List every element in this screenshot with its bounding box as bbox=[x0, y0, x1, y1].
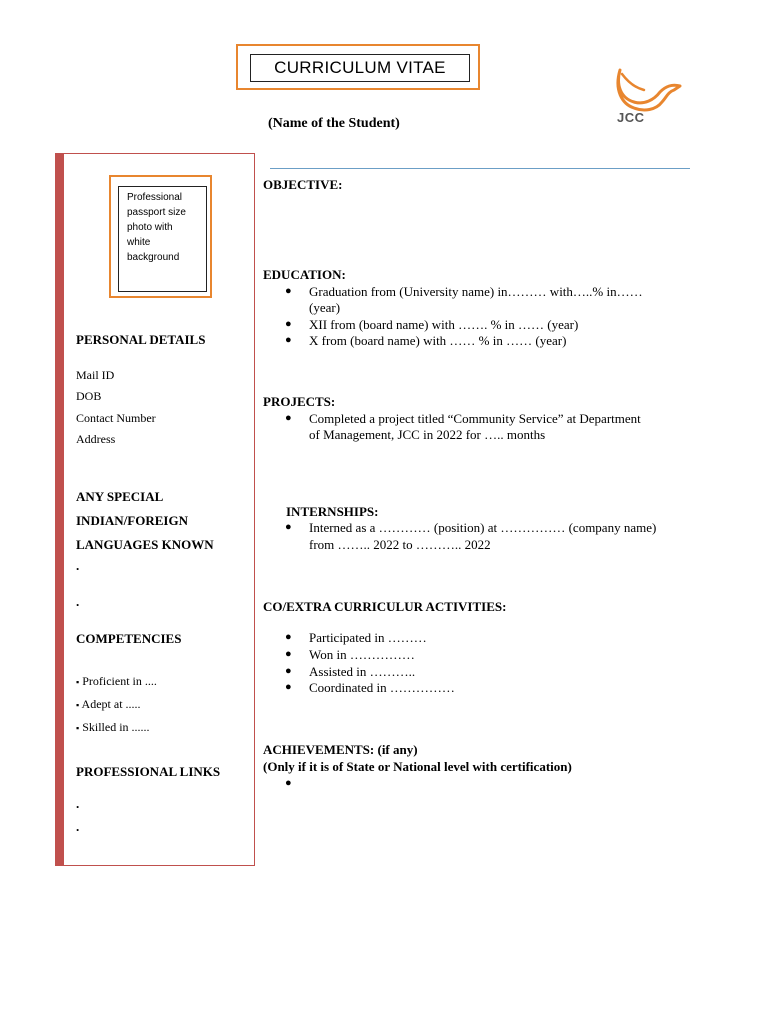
photo-placeholder: Professional passport size photo with white background bbox=[118, 186, 207, 292]
professional-links-heading: PROFESSIONAL LINKS bbox=[76, 764, 221, 779]
bullet-icon: ● bbox=[285, 777, 292, 789]
education-item-continued: (year) bbox=[309, 300, 341, 315]
languages-heading-line-3: LANGUAGES KNOWN bbox=[76, 537, 214, 552]
bullet-square-icon: ▪ bbox=[76, 700, 80, 710]
education-item: Graduation from (University name) in……… with…..% in…… bbox=[309, 284, 643, 299]
sidebar-accent-bar bbox=[56, 154, 64, 865]
competency-text: Proficient in .... bbox=[82, 674, 157, 688]
student-name: (Name of the Student) bbox=[268, 116, 400, 131]
bullet-icon: ● bbox=[285, 412, 292, 424]
document-title: CURRICULUM VITAE bbox=[250, 54, 470, 82]
activity-item: Assisted in ……….. bbox=[309, 664, 416, 679]
bullet-icon: ● bbox=[285, 648, 292, 660]
sidebar-panel bbox=[55, 153, 255, 866]
personal-detail-dob: DOB bbox=[76, 389, 102, 403]
bullet-icon: ● bbox=[285, 665, 292, 677]
link-placeholder: . bbox=[76, 819, 80, 834]
bullet-square-icon: ▪ bbox=[76, 677, 80, 687]
internship-item-continued: from …….. 2022 to ……….. 2022 bbox=[309, 537, 491, 552]
logo-text: JCC bbox=[617, 110, 645, 125]
personal-detail-contact: Contact Number bbox=[76, 411, 156, 425]
objective-heading: OBJECTIVE: bbox=[263, 177, 343, 192]
languages-heading-line-2: INDIAN/FOREIGN bbox=[76, 513, 188, 528]
personal-details-heading: PERSONAL DETAILS bbox=[76, 332, 206, 347]
activity-item: Won in …………… bbox=[309, 647, 415, 662]
photo-frame bbox=[109, 175, 212, 298]
bullet-icon: ● bbox=[285, 631, 292, 643]
title-frame bbox=[236, 44, 480, 90]
competency-item bbox=[76, 674, 157, 689]
achievements-heading: ACHIEVEMENTS: (if any) bbox=[263, 742, 418, 757]
activities-heading: CO/EXTRA CURRICULUR ACTIVITIES: bbox=[263, 599, 507, 614]
personal-detail-mail: Mail ID bbox=[76, 368, 115, 382]
education-heading: EDUCATION: bbox=[263, 267, 346, 282]
project-item: Completed a project titled “Community Service” at Department bbox=[309, 411, 641, 426]
competency-text: Adept at ..... bbox=[81, 697, 141, 711]
link-placeholder: . bbox=[76, 796, 80, 811]
bullet-icon: ● bbox=[285, 318, 292, 330]
internships-heading: INTERNSHIPS: bbox=[286, 504, 379, 519]
education-item: X from (board name) with …… % in …… (year) bbox=[309, 333, 567, 348]
project-item-continued: of Management, JCC in 2022 for ….. months bbox=[309, 427, 546, 442]
personal-detail-address: Address bbox=[76, 432, 116, 446]
competencies-heading: COMPETENCIES bbox=[76, 631, 182, 646]
bullet-icon: ● bbox=[285, 521, 292, 533]
achievements-subheading: (Only if it is of State or National level with certification) bbox=[263, 759, 572, 774]
bullet-square-icon: ▪ bbox=[76, 723, 80, 733]
bullet-icon: ● bbox=[285, 334, 292, 346]
bullet-icon: ● bbox=[285, 285, 292, 297]
competency-item bbox=[76, 720, 150, 735]
competency-text: Skilled in ...... bbox=[82, 720, 150, 734]
education-item: XII from (board name) with ……. % in …… (year) bbox=[309, 317, 579, 332]
language-placeholder: . bbox=[76, 558, 80, 573]
internship-item: Interned as a ………… (position) at …………… (company name) bbox=[309, 520, 657, 535]
header-divider bbox=[270, 168, 690, 169]
languages-heading-line-1: ANY SPECIAL bbox=[76, 489, 164, 504]
projects-heading: PROJECTS: bbox=[263, 394, 336, 409]
bullet-icon: ● bbox=[285, 681, 292, 693]
activity-item: Participated in ……… bbox=[309, 630, 427, 645]
language-placeholder: . bbox=[76, 594, 80, 609]
competency-item bbox=[76, 697, 141, 712]
activity-item: Coordinated in …………… bbox=[309, 680, 455, 695]
